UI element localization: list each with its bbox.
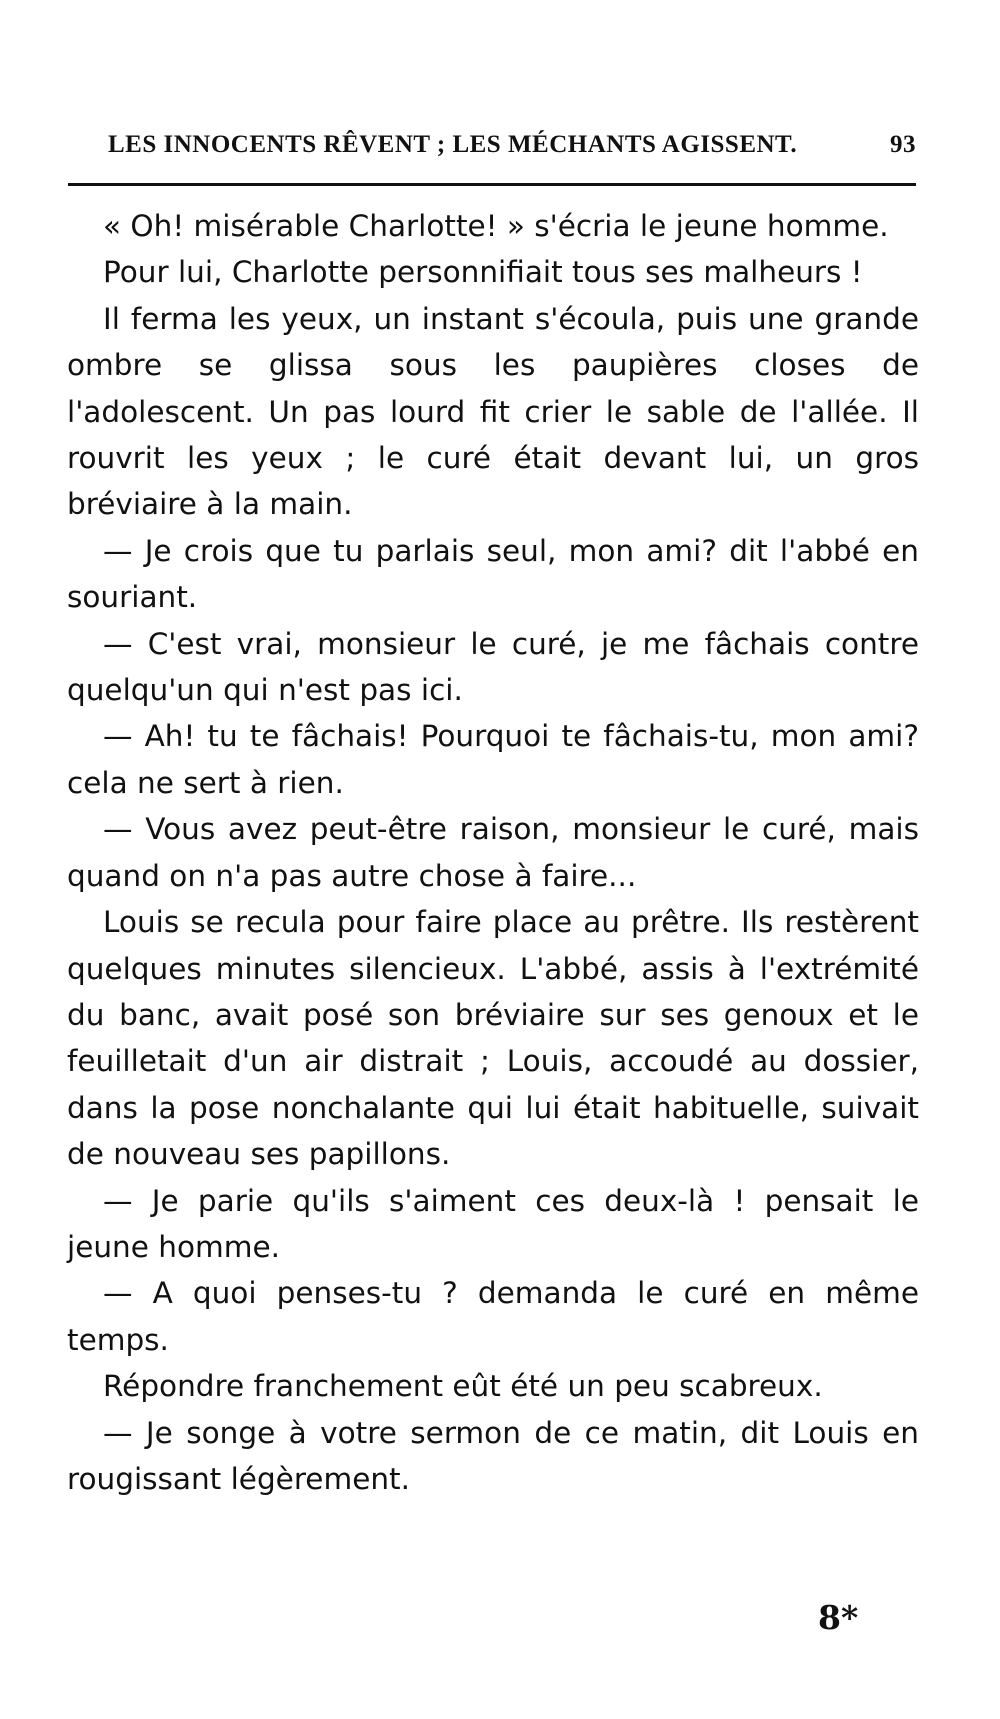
paragraph: — Vous avez peut-être raison, monsieur le curé, mais quand on n'a pas autre chose à faire... <box>67 812 919 893</box>
paragraph: Pour lui, Charlotte personnifiait tous ses malheurs ! <box>103 255 863 290</box>
paragraph: — C'est vrai, monsieur le curé, je me fâchais contre quelqu'un qui n'est pas ici. <box>67 626 919 708</box>
paragraph: — Je songe à votre sermon de ce matin, dit Louis en rougissant légèrement. <box>67 1415 919 1496</box>
signature-mark: 8* <box>818 1598 859 1637</box>
paragraph: — A quoi penses-tu ? demanda le curé en même temps. <box>67 1276 919 1357</box>
paragraph: — Ah! tu te fâchais! Pourquoi te fâchais-tu, mon ami? cela ne sert à rien. <box>67 719 919 800</box>
body-text <box>67 203 919 1502</box>
paragraph: « Oh! misérable Charlotte! » s'écria le jeune homme. <box>103 209 889 243</box>
paragraph: Il ferma les yeux, un instant s'écoula, puis une grande ombre se glissa sous les paupières closes de l'adolescent. Un pas lourd fit crier le sable de l'allée. Il rouvrit les yeux ; le curé était devant lui, un gros bréviaire à la main. <box>67 301 919 522</box>
page-number: 93 <box>890 131 916 158</box>
paragraph: Louis se recula pour faire place au prêtre. Ils restèrent quelques minutes silencieux. L'abbé, assis à l'extrémité du banc, avait posé son bréviaire sur ses genoux et le feuilletait d'un air distrait ; Louis, accoudé au dossier, dans la pose nonchalante qui lui était habituelle, suivait de nouveau ses papillons. <box>67 905 919 1172</box>
paragraph: Répondre franchement eût été un peu scabreux. <box>103 1369 823 1404</box>
header-rule <box>68 183 916 186</box>
paragraph: — Je parie qu'ils s'aiment ces deux-là ! pensait le jeune homme. <box>67 1183 919 1264</box>
running-head <box>108 131 916 159</box>
running-title: LES INNOCENTS RÊVENT ; LES MÉCHANTS AGISSENT. <box>108 131 798 158</box>
paragraph: — Je crois que tu parlais seul, mon ami? dit l'abbé en souriant. <box>67 533 919 615</box>
